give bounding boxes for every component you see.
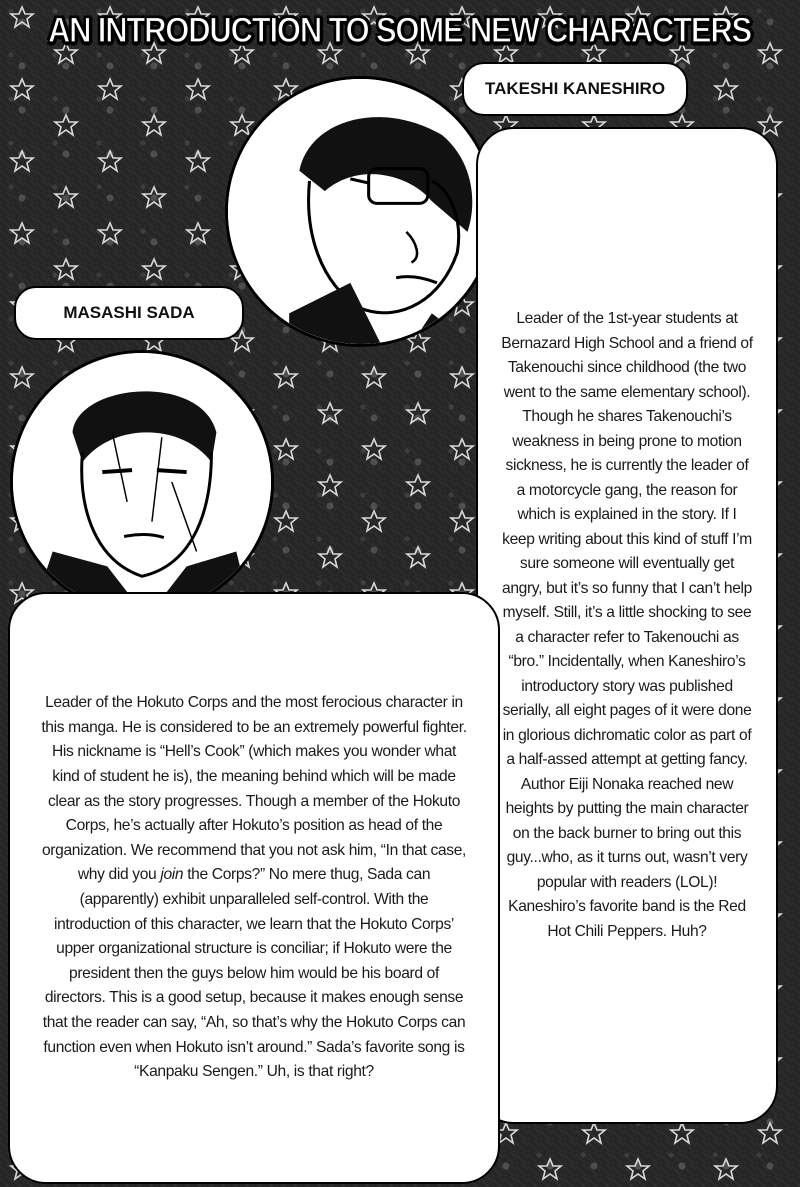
kaneshiro-bio-text: Leader of the 1st-year students at Bernazard High School and a friend of Takenouchi since childhood (the two went to the same elementary school). Though he shares Takenouchi’s weakness in being prone to motion sickness, he is currently the leader of a motorcycle gang, the reason for which is explained in the story. If I keep writing about this kind of stuff I’m sure someone will eventually get angry, but it’s so funny that I can’t help myself. Still, it’s a little shocking to see a character refer to Takenouchi as “bro.” Incidentally, when Kaneshiro’s introductory story was published serially, all eight pages of it were done in glorious dichromatic color as part of a half-assed attempt at getting fancy. Author Eiji Nonaka reached new heights by putting the main character on the back burner to bring out this guy...who, as it turns out, wasn’t very popular with readers (LOL)! Kaneshiro’s favorite band is the Red Hot Chili Peppers. Huh? — [501, 310, 753, 940]
sada-bio-emphasis: join — [160, 866, 184, 884]
kaneshiro-name-label: TAKESHI KANESHIRO — [462, 62, 688, 116]
sada-bio-part2: the Corps?” No mere thug, Sada can (apparently) exhibit unparalleled self-control. With the introduction of this character, we learn that the Hokuto Corps’ upper organizational structure is conciliar; if Hokuto were the president then the guys below him would be his board of directors. This is a good setup, because it makes enough sense that the reader can say, “Ah, so that’s why the Hokuto Corps can function even when Hokuto isn’t around.” Sada’s favorite song is “Kanpaku Sengen.” Uh, is that right? — [42, 866, 466, 1081]
sada-portrait — [10, 350, 274, 614]
page-title: AN INTRODUCTION TO SOME NEW CHARACTERS — [48, 10, 751, 51]
sada-bio-box — [8, 592, 500, 1184]
sada-bio-part1: Leader of the Hokuto Corps and the most ferocious character in this manga. He is considered to be an extremely powerful fighter. His nickname is “Hell’s Cook” (which makes you wonder what kind of student he is), the meaning behind which will be made clear as the story progresses. Though a member of the Hokuto Corps, he’s actually after Hokuto’s position as head of the organization. We recommend that you not ask him, “In that case, why did you — [41, 694, 467, 884]
sada-bio-text — [40, 691, 468, 1085]
kaneshiro-portrait — [225, 76, 496, 347]
sada-name-label: MASASHI SADA — [14, 286, 244, 340]
kaneshiro-bio-box — [476, 127, 778, 1124]
